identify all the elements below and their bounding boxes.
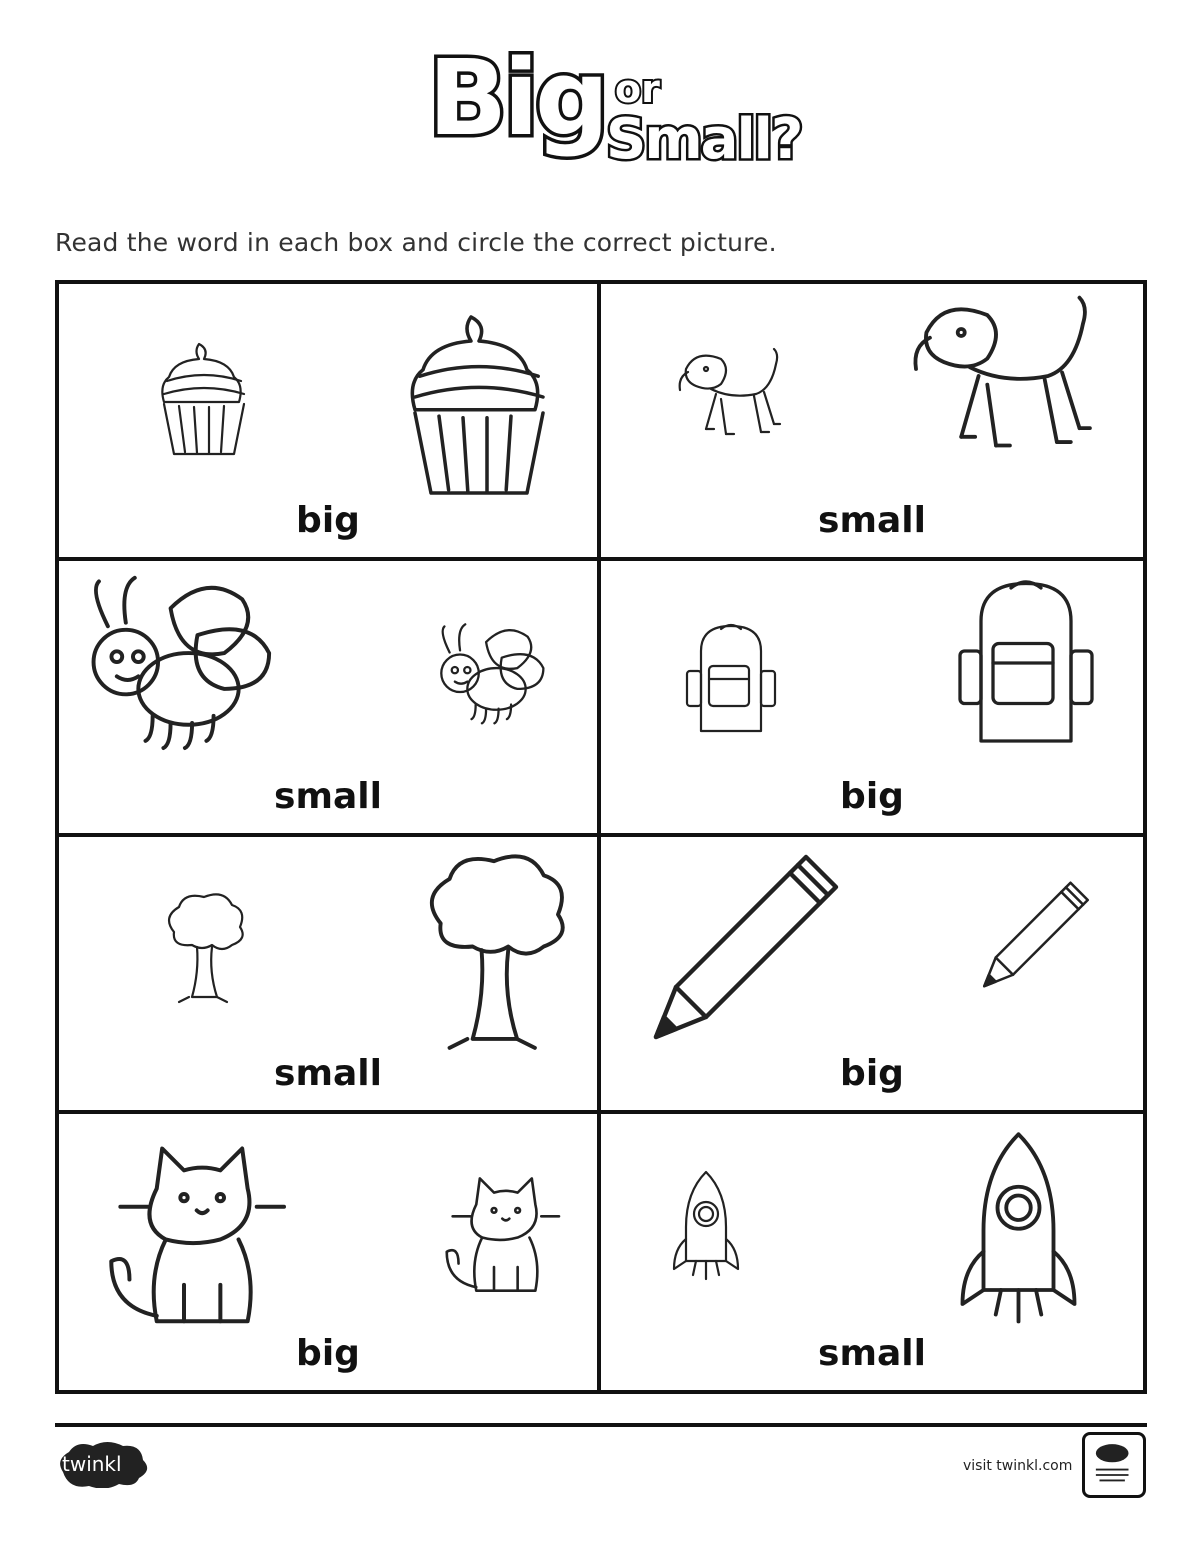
small-backpack-icon[interactable]: [681, 621, 781, 741]
big-dog-icon[interactable]: [891, 289, 1101, 489]
title-small: Small?: [606, 107, 802, 172]
cell-word: small: [818, 499, 926, 541]
visit-link[interactable]: visit twinkl.com: [963, 1458, 1073, 1474]
worksheet-title: [420, 37, 840, 200]
big-cupcake-icon[interactable]: [389, 309, 569, 509]
small-rocket-icon[interactable]: [671, 1169, 741, 1289]
cell-word: big: [840, 776, 904, 817]
big-tree-icon[interactable]: [414, 852, 574, 1057]
cell-word: big: [296, 1333, 360, 1374]
small-cupcake-icon[interactable]: [149, 339, 259, 464]
big-bee-icon[interactable]: [81, 571, 296, 771]
big-pencil-icon[interactable]: [641, 847, 851, 1047]
grid-cell: [601, 1114, 1143, 1391]
small-bee-icon[interactable]: [434, 621, 559, 736]
cell-word: small: [818, 1333, 926, 1374]
instructions: Read the word in each box and circle the correct picture.: [55, 228, 777, 257]
small-dog-icon[interactable]: [666, 344, 786, 459]
small-pencil-icon[interactable]: [976, 877, 1096, 992]
grid-cell: [601, 561, 1143, 838]
big-rocket-icon[interactable]: [956, 1129, 1081, 1339]
cell-word: small: [274, 776, 382, 817]
big-backpack-icon[interactable]: [951, 566, 1101, 766]
title-or: or: [615, 67, 660, 111]
grid-cell: [59, 284, 601, 561]
grid-cell: [59, 1114, 601, 1391]
cell-word: big: [840, 1052, 904, 1094]
grid-cell: [59, 561, 601, 838]
grid-cell: [601, 837, 1143, 1114]
logo-text: twinkl: [62, 1452, 122, 1476]
big-cat-icon[interactable]: [89, 1134, 279, 1334]
grid-cell: [59, 837, 601, 1114]
quality-approved-badge-icon: [1082, 1432, 1146, 1498]
cell-word: big: [296, 499, 360, 541]
footer-divider: [55, 1423, 1147, 1427]
grid-cell: [601, 284, 1143, 561]
cell-word: small: [274, 1052, 382, 1094]
small-cat-icon[interactable]: [434, 1169, 554, 1299]
title-big: Big: [428, 37, 606, 159]
small-tree-icon[interactable]: [159, 892, 249, 1007]
picture-grid: [55, 280, 1147, 1394]
